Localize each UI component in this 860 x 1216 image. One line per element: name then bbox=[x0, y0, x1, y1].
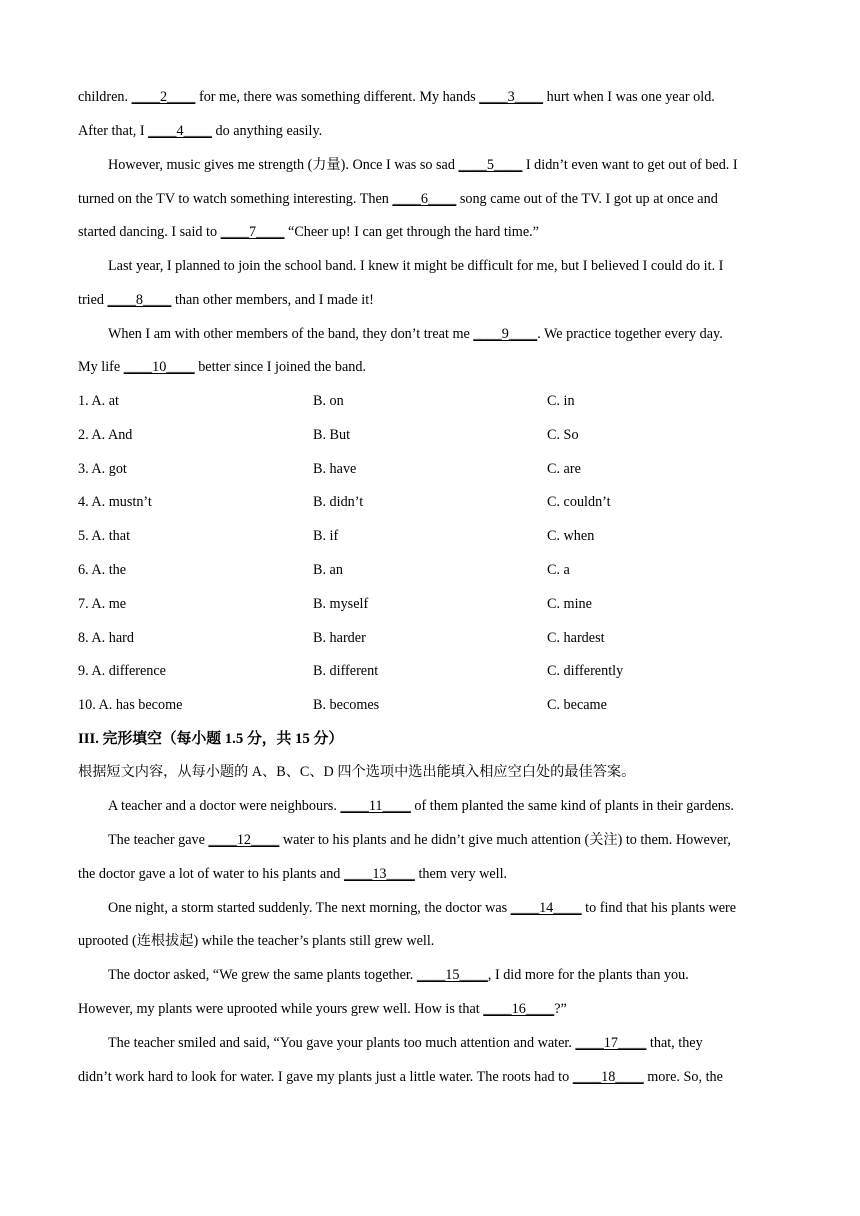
text-run: of them planted the same kind of plants in their gardens. bbox=[410, 798, 734, 814]
option-a: 5. A. that bbox=[78, 528, 131, 545]
answer-blank: ____8____ bbox=[107, 292, 172, 308]
text-run: I didn’t even want to get out of bed. I bbox=[522, 157, 738, 173]
answer-blank: ____12____ bbox=[208, 832, 280, 848]
option-c: C. a bbox=[547, 562, 570, 578]
text-run: The teacher smiled and said, “You gave your plants too much attention and water. bbox=[108, 1035, 576, 1051]
option-b: B. have bbox=[313, 460, 357, 477]
text-run: . We practice together every day. bbox=[537, 326, 723, 342]
text-run: that, they bbox=[646, 1035, 703, 1051]
text-run: ?” bbox=[554, 1001, 567, 1017]
passage1-line bbox=[108, 325, 723, 343]
option-b: B. harder bbox=[313, 629, 366, 646]
text-run: The doctor asked, “We grew the same plants together. bbox=[108, 967, 417, 983]
section-instruction: 根据短文内容，从每小题的 A、B、C、D 四个选项中选出能填入相应空白处的最佳答案。 bbox=[78, 764, 636, 780]
passage2-line bbox=[108, 966, 689, 984]
option-row bbox=[78, 662, 778, 680]
option-c: C. mine bbox=[547, 595, 592, 612]
option-row bbox=[78, 696, 778, 714]
text-run: One night, a storm started suddenly. The next morning, the doctor was bbox=[108, 900, 511, 916]
answer-blank: ____10____ bbox=[123, 359, 195, 375]
answer-blank: ____5____ bbox=[458, 157, 523, 173]
text-run: to find that his plants were bbox=[581, 900, 737, 916]
answer-blank: ____2____ bbox=[131, 89, 196, 105]
text-run: My life bbox=[78, 359, 124, 375]
text-run: didn’t work hard to look for water. I gave my plants just a little water. The roots had to bbox=[78, 1069, 573, 1085]
text-run: the doctor gave a lot of water to his plants and bbox=[78, 866, 344, 882]
passage2-line bbox=[78, 1000, 567, 1018]
text-run: than other members, and I made it! bbox=[171, 292, 374, 308]
passage1-line bbox=[78, 88, 715, 106]
option-b: B. myself bbox=[313, 595, 369, 612]
passage2-line bbox=[78, 932, 434, 950]
answer-blank: ____3____ bbox=[479, 89, 544, 105]
section-heading: III. 完形填空（每小题 1.5 分，共 15 分） bbox=[78, 731, 344, 747]
option-b: B. different bbox=[313, 663, 379, 680]
option-a: 4. A. mustn’t bbox=[78, 494, 152, 511]
passage1-line bbox=[78, 358, 366, 376]
passage2-line bbox=[78, 865, 507, 883]
option-b: B. if bbox=[313, 528, 339, 545]
text-run: hurt when I was one year old. bbox=[543, 89, 715, 105]
answer-blank: ____9____ bbox=[473, 326, 538, 342]
text-run: uprooted (连根拔起) while the teacher’s plants still grew well. bbox=[78, 933, 435, 949]
answer-blank: ____7____ bbox=[220, 224, 285, 240]
passage2-line bbox=[108, 831, 731, 849]
option-b: B. didn’t bbox=[313, 494, 364, 511]
text-run: for me, there was something different. My hands bbox=[195, 89, 480, 105]
text-run: A teacher and a doctor were neighbours. bbox=[108, 798, 341, 814]
passage1-line bbox=[78, 291, 374, 309]
option-c: C. differently bbox=[547, 663, 624, 680]
option-row bbox=[78, 426, 778, 444]
text-run: However, my plants were uprooted while yours grew well. How is that bbox=[78, 1001, 484, 1017]
answer-blank: ____4____ bbox=[148, 123, 212, 139]
option-a: 6. A. the bbox=[78, 562, 127, 578]
answer-blank: ____17____ bbox=[575, 1035, 647, 1051]
option-b: B. an bbox=[313, 562, 343, 578]
text-run: better since I joined the band. bbox=[194, 359, 367, 375]
option-c: C. are bbox=[547, 460, 581, 477]
answer-blank: ____6____ bbox=[392, 191, 457, 207]
text-run: Last year, I planned to join the school band. I knew it might be difficult for me, but I believed I could do it. I bbox=[108, 258, 724, 274]
option-c: C. in bbox=[547, 393, 575, 409]
option-a: 8. A. hard bbox=[78, 629, 134, 646]
text-run: However, music gives me strength (力量). Once I was so sad bbox=[108, 157, 459, 173]
passage1-line bbox=[78, 223, 539, 241]
option-b: B. becomes bbox=[313, 697, 380, 714]
text-run: When I am with other members of the band, they don’t treat me bbox=[108, 326, 474, 342]
passage1-line bbox=[108, 156, 738, 174]
option-a: 9. A. difference bbox=[78, 663, 166, 680]
text-run: water to his plants and he didn’t give much attention (关注) to them. However, bbox=[279, 832, 731, 848]
text-run: , I did more for the plants than you. bbox=[487, 967, 689, 983]
text-run: do anything easily. bbox=[211, 123, 323, 139]
option-c: C. hardest bbox=[547, 629, 605, 646]
text-run: tried bbox=[78, 292, 108, 308]
text-run: “Cheer up! I can get through the hard time.” bbox=[284, 224, 539, 240]
option-row bbox=[78, 460, 778, 478]
passage2-line bbox=[108, 797, 734, 815]
answer-blank: ____15____ bbox=[416, 967, 488, 983]
text-run: turned on the TV to watch something interesting. Then bbox=[78, 191, 393, 207]
option-c: C. couldn’t bbox=[547, 494, 611, 511]
option-c: C. became bbox=[547, 697, 607, 714]
passage1-line bbox=[78, 190, 718, 208]
text-run: After that, I bbox=[78, 123, 149, 139]
option-c: C. when bbox=[547, 528, 595, 545]
text-run: started dancing. I said to bbox=[78, 224, 221, 240]
option-row bbox=[78, 493, 778, 511]
option-a: 7. A. me bbox=[78, 595, 127, 612]
text-run: The teacher gave bbox=[108, 832, 209, 848]
option-a: 1. A. at bbox=[78, 393, 119, 409]
answer-blank: ____13____ bbox=[343, 866, 415, 882]
passage2-line bbox=[108, 899, 736, 917]
option-c: C. So bbox=[547, 426, 579, 443]
answer-blank: ____11____ bbox=[340, 798, 411, 814]
answer-blank: ____18____ bbox=[572, 1069, 644, 1085]
option-row bbox=[78, 527, 778, 545]
passage2-line bbox=[78, 1068, 723, 1086]
option-a: 3. A. got bbox=[78, 460, 127, 477]
text-run: children. bbox=[78, 89, 132, 105]
text-run: more. So, the bbox=[643, 1069, 723, 1085]
option-a: 10. A. has become bbox=[78, 697, 183, 714]
option-a: 2. A. And bbox=[78, 426, 133, 443]
option-b: B. on bbox=[313, 393, 344, 409]
option-row bbox=[78, 595, 778, 613]
text-run: them very well. bbox=[414, 866, 508, 882]
passage2-line bbox=[108, 1034, 703, 1052]
answer-blank: ____14____ bbox=[510, 900, 582, 916]
passage1-line bbox=[78, 122, 322, 140]
option-b: B. But bbox=[313, 426, 351, 443]
answer-blank: ____16____ bbox=[483, 1001, 555, 1017]
text-run: song came out of the TV. I got up at once and bbox=[456, 191, 718, 207]
option-row bbox=[78, 561, 778, 579]
option-row bbox=[78, 392, 778, 410]
option-row bbox=[78, 629, 778, 647]
passage1-line bbox=[108, 257, 723, 275]
